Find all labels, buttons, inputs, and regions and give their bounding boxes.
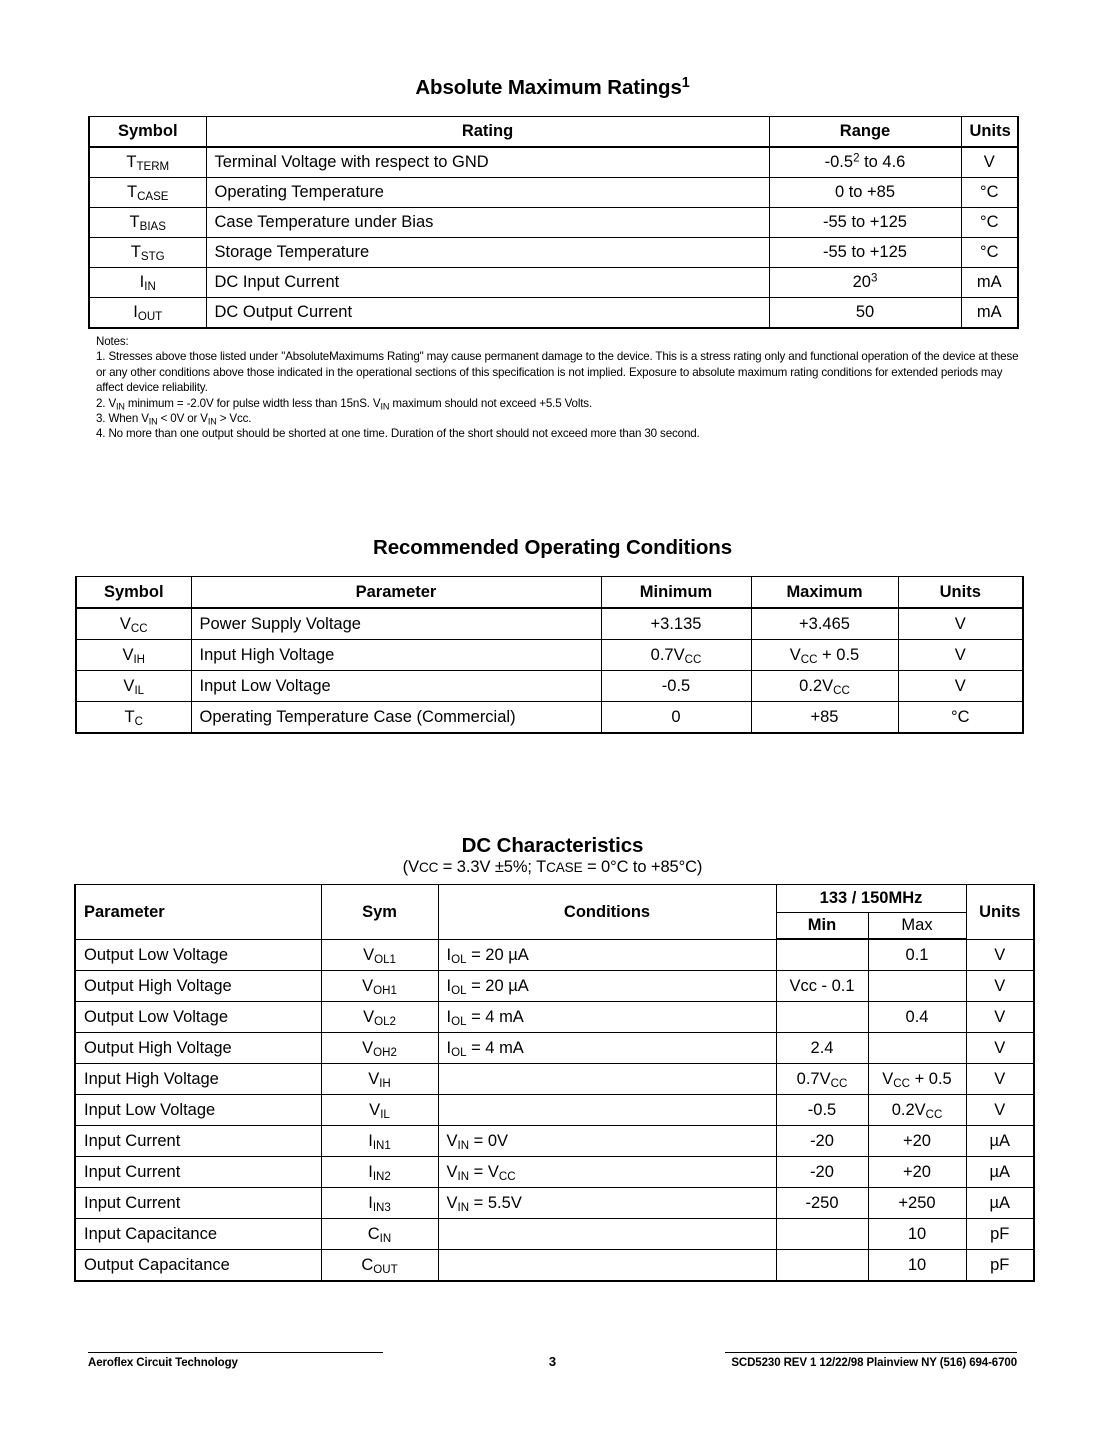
cell-symbol: $T_{STG}$: [89, 238, 206, 268]
table-row: [75, 1095, 1034, 1126]
table-row: [89, 147, 1018, 178]
cell-symbol: $I_{IN}$: [89, 268, 206, 298]
table-header-row: [76, 577, 1023, 609]
footer-company-name: Aeroflex Circuit Technology: [88, 1357, 238, 1369]
footer-right-block: [725, 1352, 1017, 1369]
cell-minimum: 0: [601, 702, 751, 734]
table-row: [75, 1002, 1034, 1033]
cell-parameter: Input Current: [75, 1157, 321, 1188]
cell-units: °C: [961, 238, 1018, 268]
cell-min: -0.5: [776, 1095, 868, 1126]
cell-maximum: +3.465: [751, 608, 898, 640]
cell-sym: $V_{OH1}$: [321, 971, 438, 1002]
header-conditions: Conditions: [438, 885, 776, 940]
header-units: Units: [961, 117, 1018, 148]
cell-min: $0.7V_{CC}$: [776, 1064, 868, 1095]
table-header-row-top: [75, 885, 1034, 913]
cell-min: [776, 1002, 868, 1033]
cell-sym: $C_{OUT}$: [321, 1250, 438, 1282]
cell-parameter: Operating Temperature Case (Commercial): [191, 702, 601, 734]
cell-symbol: $T_{CASE}$: [89, 178, 206, 208]
cell-range: -55 to +125: [769, 208, 961, 238]
cell-parameter: Power Supply Voltage: [191, 608, 601, 640]
amr-title-footnote-marker: 1: [681, 75, 690, 92]
cell-symbol: $V_{IL}$: [76, 671, 191, 702]
amr-title-text: Absolute Maximum Ratings: [415, 76, 682, 99]
notes-heading: Notes:: [96, 335, 129, 348]
cell-parameter: Output Low Voltage: [75, 939, 321, 971]
cell-min: [776, 1250, 868, 1282]
cell-symbol: $I_{OUT}$: [89, 298, 206, 329]
cell-sym: $C_{IN}$: [321, 1219, 438, 1250]
note-3: 3. When $V_{IN} < 0V$ or $V_{IN}$ > Vcc.: [96, 412, 252, 427]
cell-units: V: [898, 608, 1023, 640]
cell-units: mA: [961, 298, 1018, 329]
cell-units: pF: [966, 1219, 1034, 1250]
table-row: [76, 608, 1023, 640]
dc-characteristics-table: [74, 884, 1035, 1282]
cell-conditions: [438, 1250, 776, 1282]
table-row: [75, 1064, 1034, 1095]
table-row: [89, 298, 1018, 329]
cell-rating: Storage Temperature: [206, 238, 769, 268]
cell-parameter: Input Low Voltage: [191, 671, 601, 702]
table-row: [76, 640, 1023, 671]
roc-title-text: Recommended Operating Conditions: [373, 536, 732, 559]
cell-parameter: Output Capacitance: [75, 1250, 321, 1282]
cell-sym: $I_{IN2}$: [321, 1157, 438, 1188]
cell-parameter: Input High Voltage: [191, 640, 601, 671]
cell-units: V: [966, 1095, 1034, 1126]
table-row: [76, 671, 1023, 702]
recommended-operating-conditions-title: [0, 536, 1105, 560]
cell-parameter: Input High Voltage: [75, 1064, 321, 1095]
cell-max: 0.4: [868, 1002, 966, 1033]
table-row: [75, 1033, 1034, 1064]
cell-conditions: $I_{OL} = 4$ mA: [438, 1002, 776, 1033]
notes-block: [96, 334, 1030, 442]
cell-maximum: $0.2V_{CC}$: [751, 671, 898, 702]
cell-max: +250: [868, 1188, 966, 1219]
cell-units: V: [966, 1064, 1034, 1095]
cell-maximum: $V_{CC} + 0.5$: [751, 640, 898, 671]
table-row: [89, 268, 1018, 298]
cell-sym: $V_{OL2}$: [321, 1002, 438, 1033]
cell-min: 2.4: [776, 1033, 868, 1064]
cell-parameter: Input Capacitance: [75, 1219, 321, 1250]
cell-range: $20^3$: [769, 268, 961, 298]
cell-max: 0.1: [868, 939, 966, 971]
note-4: 4. No more than one output should be shorted at one time. Duration of the short should not exceed more than 30 second.: [96, 427, 700, 441]
header-frequency-group: 133 / 150MHz: [776, 885, 966, 913]
note-1: 1. Stresses above those listed under "AbsoluteMaximums Rating" may cause permanent damage to the device. This is a stress rating only and functional operation of the device at these or any other conditions above those indicated in the operational sections of this specification is not implied. Exposure to absolute maximum rating conditions for extended periods may affect device reliability.: [96, 350, 1019, 395]
cell-units: µA: [966, 1157, 1034, 1188]
cell-sym: $I_{IN1}$: [321, 1126, 438, 1157]
cell-minimum: $0.7V_{CC}$: [601, 640, 751, 671]
dc-title-text: DC Characteristics: [461, 834, 644, 857]
table-row: [75, 939, 1034, 971]
header-symbol: Symbol: [76, 577, 191, 609]
header-rating: Rating: [206, 117, 769, 148]
cell-units: V: [961, 147, 1018, 178]
cell-units: V: [966, 971, 1034, 1002]
cell-max: $0.2V_{CC}$: [868, 1095, 966, 1126]
header-units: Units: [966, 885, 1034, 940]
header-maximum: Maximum: [751, 577, 898, 609]
table-row: [75, 1157, 1034, 1188]
cell-range: 50: [769, 298, 961, 329]
cell-minimum: +3.135: [601, 608, 751, 640]
header-sym: Sym: [321, 885, 438, 940]
cell-rating: DC Output Current: [206, 298, 769, 329]
cell-rating: Case Temperature under Bias: [206, 208, 769, 238]
page-footer: [0, 1352, 1105, 1402]
table-row: [89, 238, 1018, 268]
cell-parameter: Output High Voltage: [75, 971, 321, 1002]
cell-symbol: $T_{TERM}$: [89, 147, 206, 178]
table-row: [89, 178, 1018, 208]
cell-range: -55 to +125: [769, 238, 961, 268]
cell-parameter: Output Low Voltage: [75, 1002, 321, 1033]
cell-rating: Terminal Voltage with respect to GND: [206, 147, 769, 178]
cell-conditions: $I_{OL} = 20$ µA: [438, 971, 776, 1002]
cell-symbol: $V_{IH}$: [76, 640, 191, 671]
cell-min: -20: [776, 1126, 868, 1157]
absolute-maximum-ratings-title: [0, 76, 1105, 100]
dc-characteristics-title: [0, 834, 1105, 858]
cell-min: -20: [776, 1157, 868, 1188]
table-header-row: [89, 117, 1018, 148]
cell-parameter: Input Current: [75, 1126, 321, 1157]
cell-sym: $V_{IL}$: [321, 1095, 438, 1126]
cell-max: 10: [868, 1219, 966, 1250]
cell-rating: Operating Temperature: [206, 178, 769, 208]
cell-max: [868, 971, 966, 1002]
cell-units: V: [898, 640, 1023, 671]
header-min: Min: [776, 913, 868, 940]
table-row: [75, 1250, 1034, 1282]
cell-conditions: $V_{IN} = 5.5V$: [438, 1188, 776, 1219]
cell-parameter: Input Current: [75, 1188, 321, 1219]
cell-max: +20: [868, 1126, 966, 1157]
header-minimum: Minimum: [601, 577, 751, 609]
cell-sym: $V_{OH2}$: [321, 1033, 438, 1064]
cell-conditions: $V_{IN} = V_{CC}$: [438, 1157, 776, 1188]
cell-max: $V_{CC} + 0.5$: [868, 1064, 966, 1095]
cell-units: V: [898, 671, 1023, 702]
cell-symbol: $T_C$: [76, 702, 191, 734]
cell-conditions: [438, 1219, 776, 1250]
cell-units: pF: [966, 1250, 1034, 1282]
cell-units: °C: [898, 702, 1023, 734]
cell-max: 10: [868, 1250, 966, 1282]
header-units: Units: [898, 577, 1023, 609]
cell-min: -250: [776, 1188, 868, 1219]
cell-sym: $V_{OL1}$: [321, 939, 438, 971]
cell-conditions: $V_{IN} = 0V$: [438, 1126, 776, 1157]
cell-sym: $I_{IN3}$: [321, 1188, 438, 1219]
cell-parameter: Input Low Voltage: [75, 1095, 321, 1126]
cell-units: V: [966, 1002, 1034, 1033]
footer-page-number: 3: [548, 1354, 557, 1369]
note-2: 2. $V_{IN}$ minimum = -2.0V for pulse width less than 15nS. $V_{IN}$ maximum should not exceed +5.5 Volts.: [96, 396, 593, 411]
absolute-maximum-ratings-table: [88, 116, 1019, 329]
table-row: [89, 208, 1018, 238]
footer-document-info: SCD5230 REV 1 12/22/98 Plainview NY (516) 694-6700: [731, 1357, 1017, 1369]
cell-units: µA: [966, 1126, 1034, 1157]
cell-conditions: [438, 1064, 776, 1095]
recommended-operating-conditions-table: [75, 576, 1024, 734]
cell-max: +20: [868, 1157, 966, 1188]
table-row: [75, 971, 1034, 1002]
header-max: Max: [868, 913, 966, 940]
table-row: [76, 702, 1023, 734]
cell-conditions: [438, 1095, 776, 1126]
dc-characteristics-subtitle: (VCC = 3.3V ±5%; TCASE = 0°C to +85°C): [402, 858, 703, 876]
cell-rating: DC Input Current: [206, 268, 769, 298]
cell-range: $-0.5^2$ to 4.6: [769, 147, 961, 178]
table-row: [75, 1219, 1034, 1250]
cell-parameter: Output High Voltage: [75, 1033, 321, 1064]
cell-units: °C: [961, 208, 1018, 238]
cell-minimum: -0.5: [601, 671, 751, 702]
cell-maximum: +85: [751, 702, 898, 734]
cell-units: V: [966, 1033, 1034, 1064]
cell-sym: $V_{IH}$: [321, 1064, 438, 1095]
cell-symbol: $V_{CC}$: [76, 608, 191, 640]
cell-units: V: [966, 939, 1034, 971]
cell-conditions: $I_{OL} = 4$ mA: [438, 1033, 776, 1064]
cell-conditions: $I_{OL} = 20$ µA: [438, 939, 776, 971]
cell-min: Vcc - 0.1: [776, 971, 868, 1002]
cell-range: 0 to +85: [769, 178, 961, 208]
cell-units: mA: [961, 268, 1018, 298]
cell-min: [776, 939, 868, 971]
header-range: Range: [769, 117, 961, 148]
table-row: [75, 1188, 1034, 1219]
cell-max: [868, 1033, 966, 1064]
cell-units: °C: [961, 178, 1018, 208]
header-parameter: Parameter: [191, 577, 601, 609]
cell-symbol: $T_{BIAS}$: [89, 208, 206, 238]
cell-min: [776, 1219, 868, 1250]
header-parameter: Parameter: [75, 885, 321, 940]
cell-units: µA: [966, 1188, 1034, 1219]
header-symbol: Symbol: [89, 117, 206, 148]
table-row: [75, 1126, 1034, 1157]
